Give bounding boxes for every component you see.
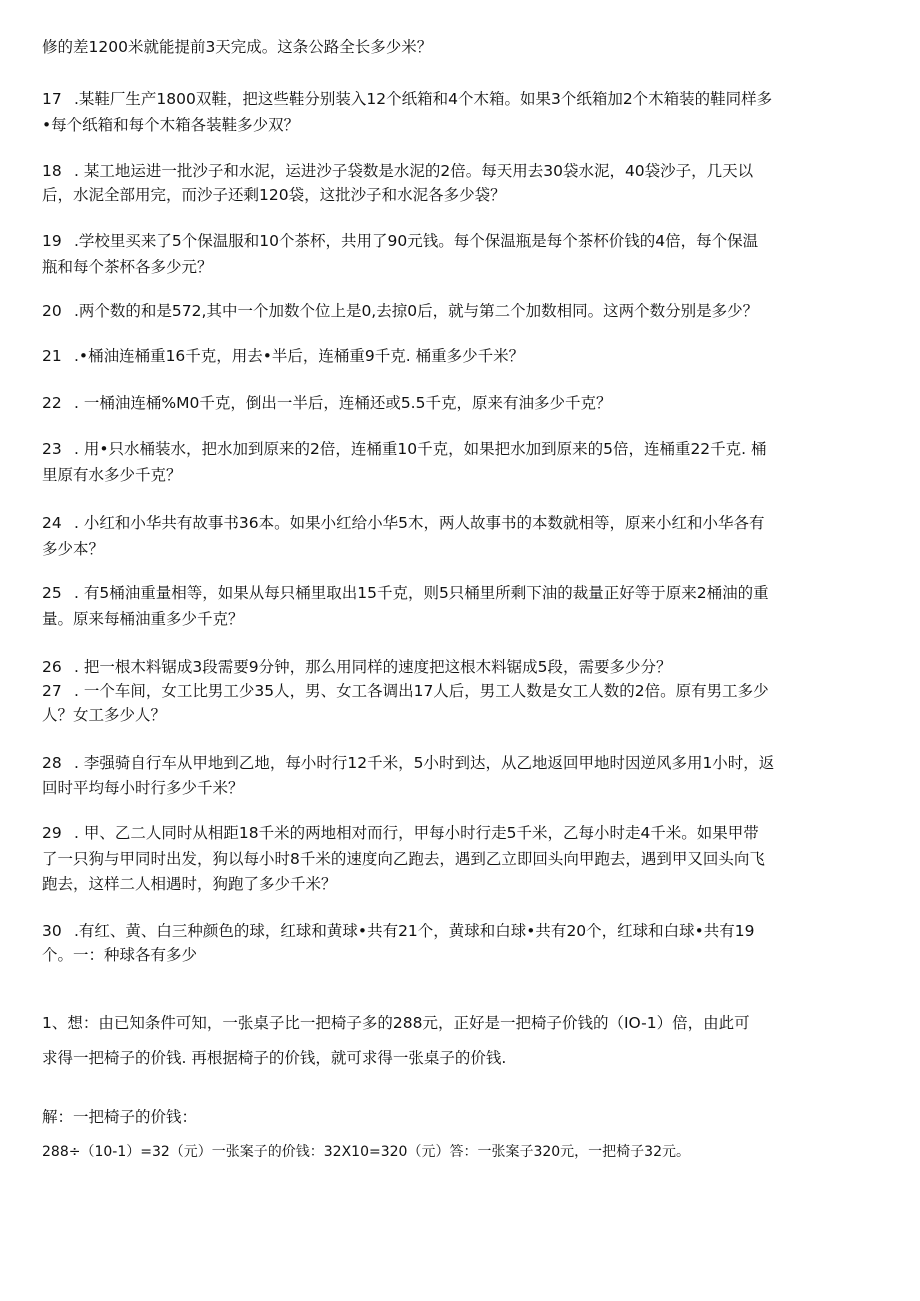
- question-text: .学校里买来了5个保温服和10个茶杯，共用了90元钱。每个保温瓶是每个茶杯价钱的4倍，每个保温: [74, 232, 759, 250]
- question-number: 21: [42, 347, 62, 365]
- answer-1-line: 1、想：由已知条件可知，一张桌子比一把椅子多的288元，正好是一把椅子价钱的（IO-1）倍，由此可: [42, 1014, 750, 1032]
- question-21: [42, 345, 882, 367]
- question-text: .•桶油连桶重16千克，用去•半后，连桶重9千克. 桶重多少千米？: [74, 347, 525, 365]
- question-number: 22: [42, 394, 62, 412]
- text-line: •每个纸箱和每个木箱各装鞋多少双？: [42, 116, 300, 134]
- question-24: [42, 512, 882, 534]
- answer-1-line: 解：一把椅子的价钱：: [42, 1108, 198, 1126]
- question-18: [42, 160, 882, 182]
- question-17: [42, 88, 882, 110]
- question-number: 30: [42, 922, 62, 940]
- text-line: 多少本？: [42, 540, 105, 558]
- question-27: [42, 680, 882, 702]
- question-number: 18: [42, 162, 62, 180]
- question-text: . 把一根木料锯成3段需要9分钟，那么用同样的速度把这根木料锯成5段，需要多少分？: [74, 658, 672, 676]
- text-line: 跑去，这样二人相遇时，狗跑了多少千米？: [42, 875, 337, 893]
- question-text: . 李强骑自行车从甲地到乙地，每小时行12千米，5小时到达，从乙地返回甲地时因逆风多用1小时，返: [74, 754, 775, 772]
- question-number: 17: [42, 90, 62, 108]
- text-line: 修的差1200米就能提前3天完成。这条公路全长多少米？: [42, 38, 433, 56]
- question-text: .两个数的和是572,其中一个加数个位上是0,去掠0后，就与第二个加数相同。这两个数分别是多少？: [74, 302, 759, 320]
- question-30: [42, 920, 882, 942]
- question-text: . 某工地运进一批沙子和水泥，运进沙子袋数是水泥的2倍。每天用去30袋水泥，40袋沙子，几天以: [74, 162, 754, 180]
- question-number: 28: [42, 754, 62, 772]
- text-line: 个。一：种球各有多少: [42, 946, 198, 964]
- question-number: 19: [42, 232, 62, 250]
- question-text: . 甲、乙二人同时从相距18千米的两地相对而行，甲每小时行走5千米，乙每小时走4千米。如果甲带: [74, 824, 759, 842]
- question-text: . 有5桶油重量相等，如果从每只桶里取出15千克，则5只桶里所剩下油的裁量正好等于原来2桶油的重: [74, 584, 769, 602]
- question-22: [42, 392, 882, 414]
- question-number: 27: [42, 682, 62, 700]
- text-line: 里原有水多少千克？: [42, 466, 182, 484]
- question-23: [42, 438, 882, 460]
- question-text: . 一个车间，女工比男工少35人，男、女工各调出17人后，男工人数是女工人数的2倍。原有男工多少: [74, 682, 769, 700]
- question-25: [42, 582, 882, 604]
- question-text: . 小红和小华共有故事书36本。如果小红给小华5木，两人故事书的本数就相等，原来小红和小华各有: [74, 514, 765, 532]
- text-line: 了一只狗与甲同时出发，狗以每小时8千米的速度向乙跑去，遇到乙立即回头向甲跑去，遇到甲又回头向飞: [42, 850, 765, 868]
- question-26: [42, 656, 882, 678]
- question-number: 24: [42, 514, 62, 532]
- question-number: 26: [42, 658, 62, 676]
- question-28: [42, 752, 882, 774]
- answer-1-line: 求得一把椅子的价钱. 再根据椅子的价钱，就可求得一张桌子的价钱.: [42, 1049, 507, 1067]
- text-line: 后，水泥全部用完，而沙子还剩120袋，这批沙子和水泥各多少袋？: [42, 186, 506, 204]
- question-20: [42, 300, 882, 322]
- text-line: 回时平均每小时行多少千米？: [42, 779, 244, 797]
- question-text: .有红、黄、白三种颜色的球，红球和黄球•共有21个，黄球和白球•共有20个，红球和白球•共有19: [74, 922, 755, 940]
- text-line: 量。原来每桶油重多少千克？: [42, 610, 244, 628]
- text-line: 人？女工多少人？: [42, 706, 167, 724]
- text-line: 瓶和每个茶杯各多少元？: [42, 258, 213, 276]
- question-text: . 用•只水桶装水，把水加到原来的2倍，连桶重10千克，如果把水加到原来的5倍，连桶重22千克. 桶: [74, 440, 767, 458]
- question-number: 29: [42, 824, 62, 842]
- question-text: .某鞋厂生产1800双鞋，把这些鞋分别装入12个纸箱和4个木箱。如果3个纸箱加2个木箱装的鞋同样多: [74, 90, 773, 108]
- question-number: 25: [42, 584, 62, 602]
- question-29: [42, 822, 882, 844]
- question-text: . 一桶油连桶%M0千克，倒出一半后，连桶还或5.5千克，原来有油多少千克？: [74, 394, 612, 412]
- answer-1-line: 288÷（10-1）=32（元）一张案子的价钱：32X10=320（元）答：一张案子320元，一把椅子32元。: [42, 1144, 690, 1160]
- question-number: 20: [42, 302, 62, 320]
- question-19: [42, 230, 882, 252]
- question-number: 23: [42, 440, 62, 458]
